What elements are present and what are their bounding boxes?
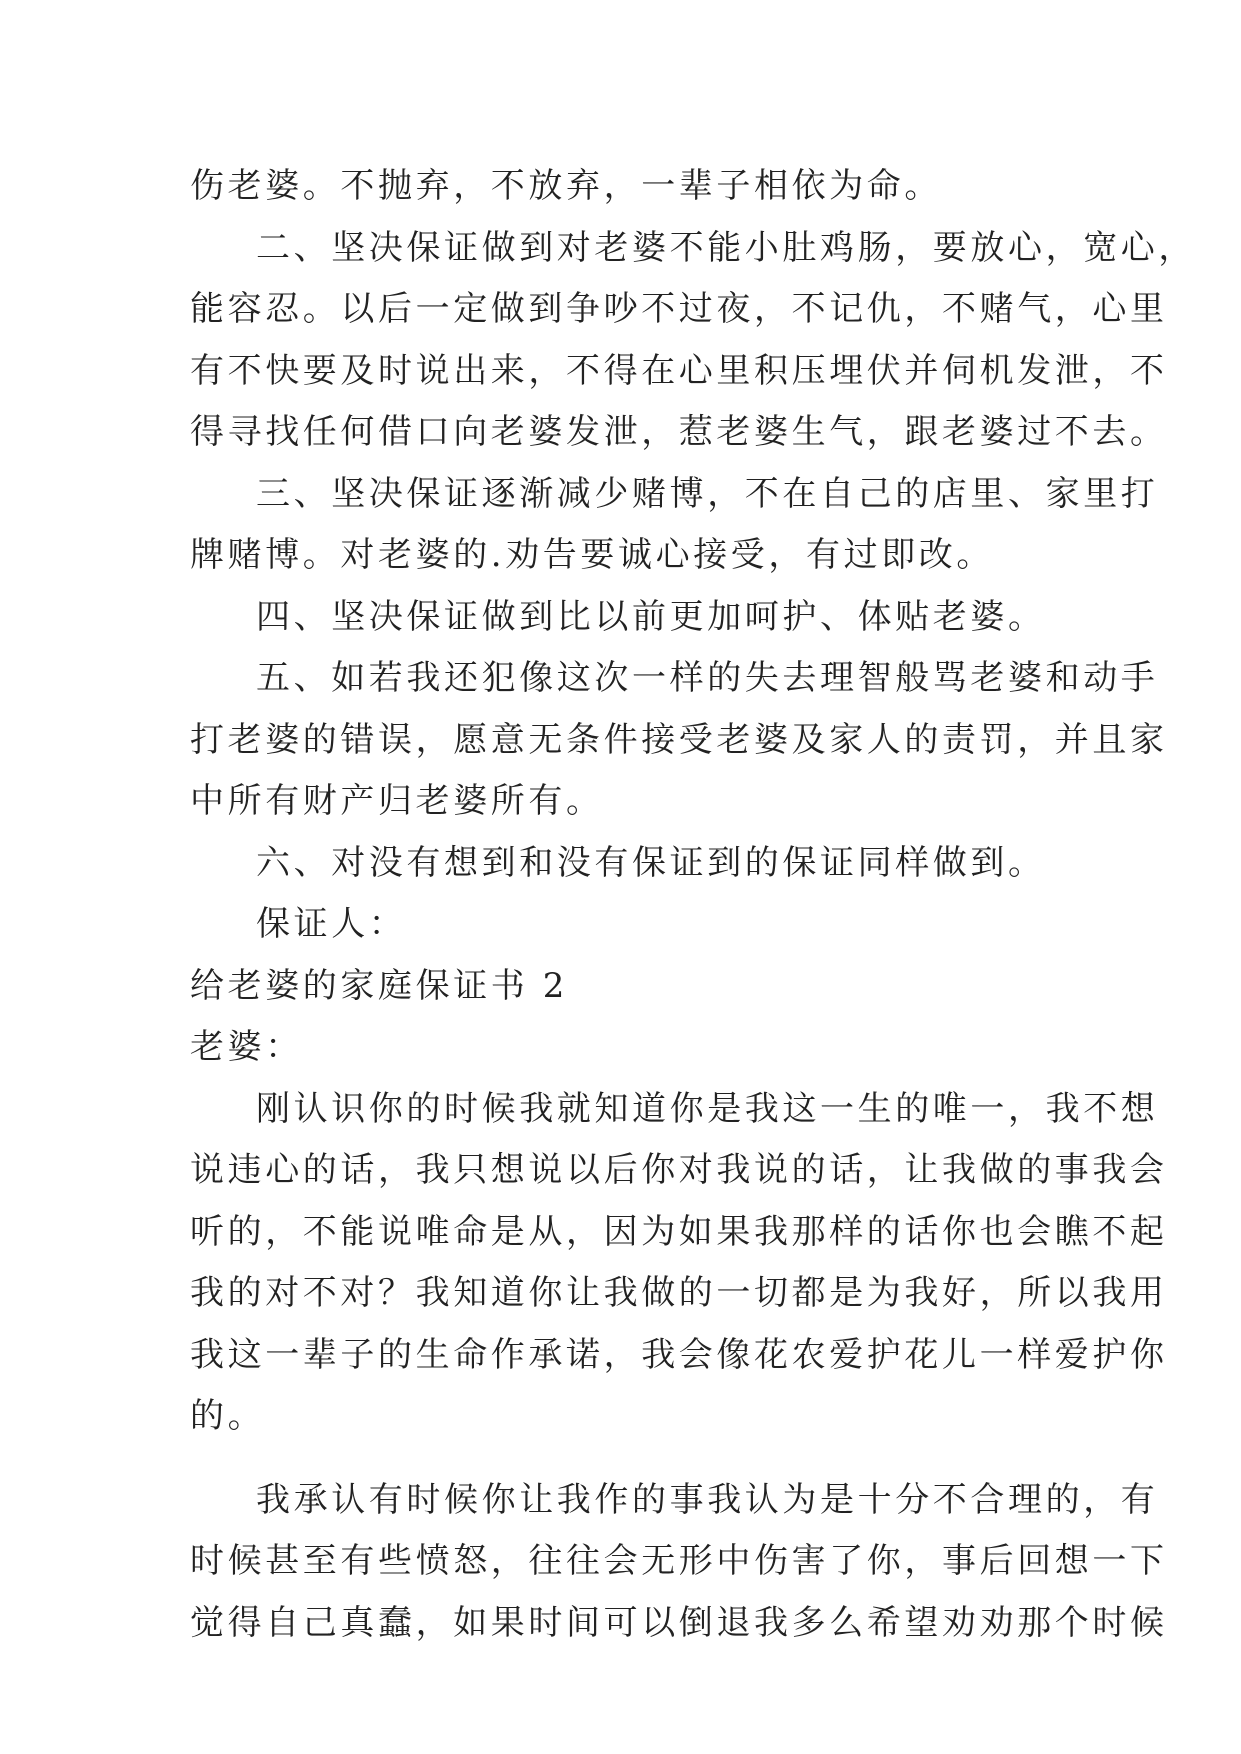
para-1-line: 说违心的话，我只想说以后你对我说的话，让我做的事我会 [190,1150,1168,1190]
document-body [190,156,1196,1654]
para-1-line: 听的，不能说唯命是从，因为如果我那样的话你也会瞧不起 [190,1211,1168,1252]
para-1-line: 的。 [190,1396,266,1436]
item-6: 六、对没有想到和没有保证到的保证同样做到。 [256,842,1046,883]
item-5-line: 五、如若我还犯像这次一样的失去理智般骂老婆和动手 [256,658,1159,698]
item-4: 四、坚决保证做到比以前更加呵护、体贴老婆。 [256,596,1046,637]
item-2-line: 能容忍。以后一定做到争吵不过夜，不记仇，不赌气，心里 [190,289,1168,329]
item-2-line: 得寻找任何借口向老婆发泄，惹老婆生气，跟老婆过不去。 [190,412,1168,452]
item-5-line: 打老婆的错误，愿意无条件接受老婆及家人的责罚，并且家 [190,719,1168,760]
para-2-line: 时候甚至有些愤怒，往往会无形中伤害了你，事后回想一下 [190,1541,1168,1581]
paragraph-continuation: 伤老婆。不抛弃，不放弃，一辈子相依为命。 [190,166,942,206]
signature-label: 保证人： [256,904,407,944]
para-1-line: 刚认识你的时候我就知道你是我这一生的唯一，我不想 [256,1088,1159,1129]
item-2-line: 二、坚决保证做到对老婆不能小肚鸡肠，要放心，宽心， [256,227,1196,268]
item-5-line: 中所有财产归老婆所有。 [190,781,604,821]
para-2-line: 觉得自己真蠢，如果时间可以倒退我多么希望劝劝那个时候 [190,1602,1168,1643]
para-1-line: 我这一辈子的生命作承诺，我会像花农爱护花儿一样爱护你 [190,1334,1168,1375]
section-title: 给老婆的家庭保证书 2 [190,965,569,1006]
para-2-line: 我承认有时候你让我作的事我认为是十分不合理的，有 [256,1479,1159,1520]
item-3-line: 牌赌博。对老婆的.劝告要诚心接受，有过即改。 [190,535,995,575]
item-3-line: 三、坚决保证逐渐减少赌博，不在自己的店里、家里打 [256,473,1159,514]
para-1-line: 我的对不对？我知道你让我做的一切都是为我好，所以我用 [190,1273,1168,1313]
item-2-line: 有不快要及时说出来，不得在心里积压埋伏并伺机发泄，不 [190,350,1168,391]
salutation: 老婆： [190,1027,303,1067]
